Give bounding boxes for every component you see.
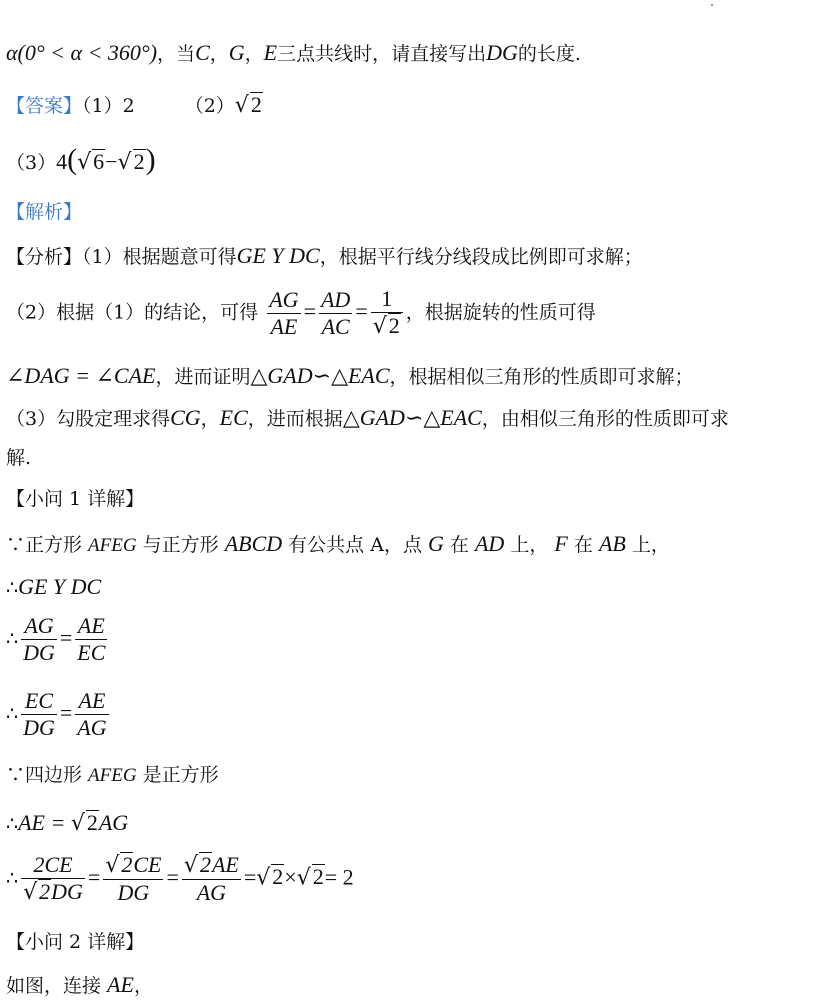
therefore-icon: ∴: [6, 577, 19, 599]
paren-close-icon: ): [145, 143, 156, 176]
math: AFEG: [88, 765, 137, 786]
answer-3-line: [6, 143, 156, 178]
text: = 2: [324, 864, 354, 890]
text: ，根据旋转的性质可得: [405, 301, 596, 324]
point-c: C: [195, 40, 210, 65]
text: 上，: [504, 534, 555, 556]
step-3: ∴ $\frac{AG}{DG}$ = $\frac{AE}{EC}$: [6, 613, 106, 666]
denominator: DG: [23, 715, 55, 741]
therefore-icon: ∴: [6, 627, 19, 650]
numerator: AE: [75, 613, 107, 640]
math: F: [554, 531, 568, 556]
text: 4: [56, 149, 68, 174]
denominator: AC: [321, 313, 350, 339]
fenxi-line: [6, 243, 643, 269]
text: 的长度.: [517, 43, 581, 65]
math: AG: [98, 810, 129, 835]
paren-open-icon: (: [67, 143, 78, 176]
math: AE =: [18, 810, 71, 835]
fraction: [75, 688, 108, 742]
math: AE: [107, 972, 134, 997]
numerator: 2CE: [21, 852, 85, 879]
text: 如图，连接: [6, 975, 108, 997]
segment-dg: DG: [486, 40, 518, 65]
text: 与正方形: [136, 534, 225, 556]
text: ，由相似三角形的性质即可求: [481, 408, 729, 430]
sqrt-icon: √: [70, 811, 85, 836]
numerator: AD: [319, 287, 352, 314]
fraction: [21, 852, 85, 907]
text: 2: [312, 864, 324, 890]
denominator: AG: [77, 715, 107, 741]
analysis-heading: 【解析】: [6, 201, 83, 223]
denominator: AE: [270, 313, 298, 339]
numerator: AE: [75, 688, 108, 715]
math: AFEG: [88, 535, 137, 556]
step-4: ∴ $\frac{EC}{DG}$ = $\frac{AE}{AG}$: [6, 688, 107, 741]
text: ，: [244, 43, 264, 65]
sqrt-icon: √: [296, 865, 311, 891]
text: ，: [133, 975, 153, 997]
text: CE: [133, 852, 162, 877]
math-angle: ∠DAG = ∠CAE: [6, 363, 156, 388]
alpha-range: α(0° < α < 360°): [6, 40, 158, 65]
text: ，: [209, 43, 229, 65]
text: 2: [39, 879, 51, 905]
fenxi-5-line: 解.: [6, 447, 32, 469]
fenxi-4-line: [6, 405, 729, 431]
text: 2: [121, 852, 133, 877]
sqrt-icon: √: [77, 150, 92, 175]
therefore-icon: ∴: [6, 813, 19, 835]
fraction: [267, 287, 300, 341]
text: 6: [93, 149, 105, 174]
answer-2-label: （2）: [184, 95, 235, 117]
text: ，根据平行线分线段成比例即可求解；: [319, 246, 643, 268]
fraction: [21, 688, 57, 742]
text: 2: [272, 864, 284, 890]
math-rel: GE Y DC: [18, 574, 102, 599]
segment: CG: [170, 405, 201, 430]
text: ∵正方形: [6, 534, 89, 556]
numerator: EC: [21, 688, 57, 715]
fenxi-3-line: [6, 363, 694, 389]
denominator: DG: [117, 880, 150, 906]
denominator: √2: [372, 313, 400, 340]
denominator: √2DG: [23, 879, 83, 906]
text: ，根据相似三角形的性质即可求解；: [389, 366, 694, 388]
fraction: [319, 287, 352, 341]
answer-tag: 【答案】: [6, 95, 83, 117]
numerator: AG: [21, 613, 57, 640]
denominator: DG: [23, 640, 55, 666]
scan-dot: [711, 4, 713, 6]
text: −: [105, 149, 118, 174]
step-5: [6, 765, 219, 787]
step-7: ∴ $\frac{2CE}{√2DG}$ = $\frac{√2CE}{DG}$ = $\frac{√2AE}{AG}$ =√2×√2= 2: [6, 852, 354, 906]
denominator: AG: [196, 880, 227, 906]
fraction: [371, 286, 403, 341]
answer-line: [6, 92, 263, 118]
text: 在: [443, 534, 475, 556]
numerator: 1: [371, 286, 403, 313]
text: （3）勾股定理求得: [6, 408, 171, 430]
segment: EC: [219, 405, 248, 430]
fraction: [75, 613, 107, 667]
step-2: [6, 574, 101, 600]
math: AD: [474, 531, 505, 556]
text: 三点共线时，请直接写出: [277, 43, 487, 65]
step-1: [6, 531, 670, 557]
text: ，进而证明: [155, 366, 251, 388]
text: （1）根据题意可得: [82, 246, 237, 268]
step-6: [6, 810, 128, 836]
text: 2: [388, 313, 400, 339]
text: ∵四边形: [6, 764, 89, 786]
text: 2: [86, 810, 98, 835]
text: 2: [199, 852, 211, 877]
step-8: [6, 972, 153, 998]
numerator: √2CE: [103, 852, 163, 880]
numerator: AG: [267, 287, 300, 314]
fenxi-2-line: （2）根据（1）的结论，可得 $\frac{AG}{AE}$ = $\frac{AD}{AC}$ = $\frac{1}{√2}$ ，根据旋转的性质可得: [6, 286, 596, 340]
math: AB: [598, 531, 626, 556]
answer-2-value: 2: [250, 92, 262, 117]
point-g: G: [228, 40, 245, 65]
answer-3-label: （3）: [6, 152, 57, 174]
text: （2）根据（1）的结论，可得: [6, 301, 259, 324]
math: ABCD: [224, 531, 283, 556]
sqrt-icon: √: [234, 93, 249, 118]
math-sim: △GAD∽△EAC: [342, 405, 482, 430]
fraction: [182, 852, 241, 907]
math: G: [427, 531, 444, 556]
problem-line: [6, 40, 581, 66]
numerator: √2AE: [182, 852, 241, 880]
q1-heading: 【小问 1 详解】: [6, 488, 145, 510]
fraction: [103, 852, 163, 907]
text: 2: [133, 149, 145, 174]
text: ，: [200, 408, 220, 430]
point-e: E: [263, 40, 278, 65]
text: 在: [567, 534, 599, 556]
answer-1: （1）2: [82, 95, 135, 117]
text: 上，: [625, 534, 670, 556]
sqrt-icon: √: [256, 865, 271, 891]
denominator: EC: [77, 640, 106, 666]
math-rel: GE Y DC: [236, 243, 320, 268]
sqrt-icon: √: [117, 150, 132, 175]
q2-heading: 【小问 2 详解】: [6, 931, 145, 953]
therefore-icon: ∴: [6, 702, 19, 725]
text: 有公共点 A，点: [282, 534, 428, 556]
text: 【分析】: [6, 246, 83, 268]
math-sim: △GAD∽△EAC: [250, 363, 390, 388]
text: 是正方形: [136, 764, 219, 786]
fraction: [21, 613, 57, 667]
therefore-icon: ∴: [6, 867, 19, 890]
text: ，当: [157, 43, 196, 65]
text: DG: [51, 879, 83, 905]
text: ，进而根据: [247, 408, 343, 430]
text: AE: [211, 852, 239, 877]
text: ×: [284, 864, 297, 890]
